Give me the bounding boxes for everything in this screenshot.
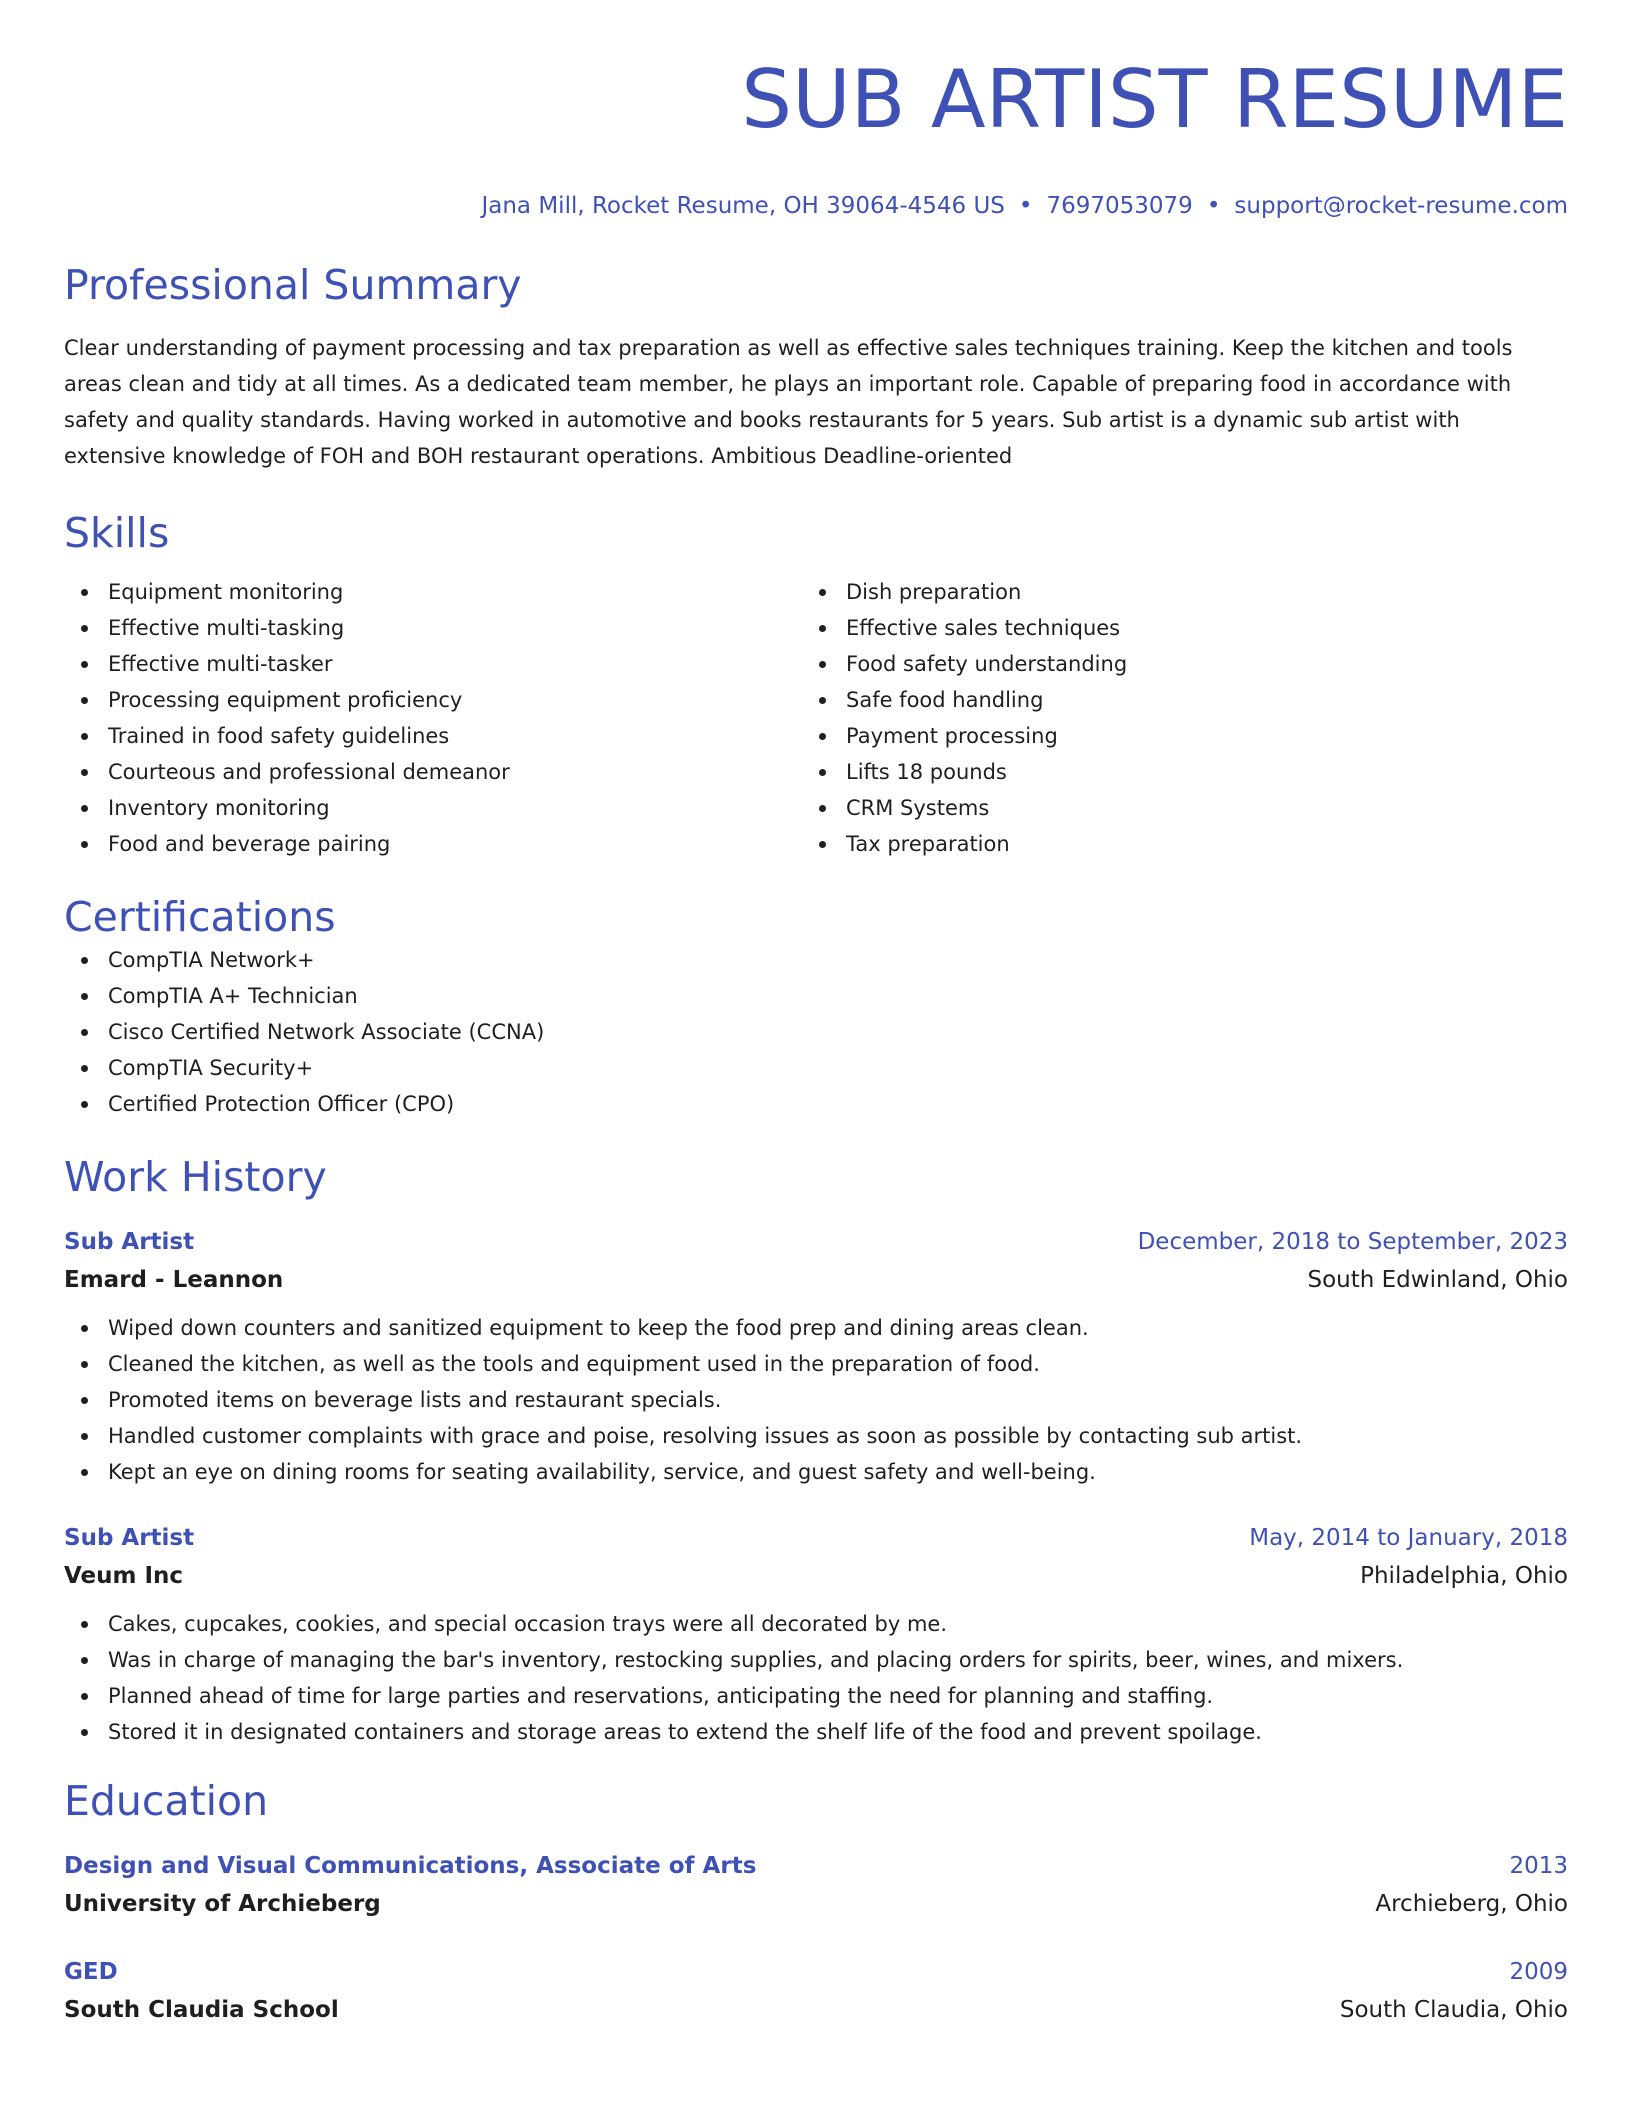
job-title-row	[64, 1224, 1568, 1260]
job-location: Philadelphia, Ohio	[1360, 1563, 1568, 1589]
contact-line	[64, 192, 1568, 220]
education-section	[64, 1776, 1568, 2030]
skills-columns	[64, 574, 1568, 862]
job-duties	[64, 1310, 1568, 1490]
duty-item: Stored it in designated containers and storage areas to extend the shelf life of the food and prevent spoilage.	[64, 1714, 1568, 1750]
job-dates: December, 2018 to September, 2023	[1137, 1229, 1568, 1255]
skill-item: Payment processing	[802, 718, 1540, 754]
job-company: Emard - Leannon	[64, 1267, 284, 1293]
job-duties	[64, 1606, 1568, 1750]
duty-item: Planned ahead of time for large parties and reservations, anticipating the need for planning and staffing.	[64, 1678, 1568, 1714]
job-role: Sub Artist	[64, 1525, 195, 1551]
certification-item: CompTIA Network+	[64, 942, 1568, 978]
skill-item: Dish preparation	[802, 574, 1540, 610]
skill-item: Trained in food safety guidelines	[64, 718, 802, 754]
degree-row	[64, 1848, 1568, 1884]
certifications-heading: Certifications	[64, 893, 336, 941]
certifications-section	[64, 892, 1568, 1122]
education-heading: Education	[64, 1777, 269, 1825]
contact-address: Jana Mill, Rocket Resume, OH 39064-4546 US	[481, 193, 1005, 219]
skills-section	[64, 508, 1568, 862]
certification-item: Certified Protection Officer (CPO)	[64, 1086, 1568, 1122]
summary-text: Clear understanding of payment processing and tax preparation as well as effective sales techniques training. Keep the kitchen and tools areas clean and tidy at all times. As a dedicated team member, he plays an important role. Capable of preparing food in accordance with safety and quality standards. Having worked in automotive and books restaurants for 5 years. Sub artist is a dynamic sub artist with extensive knowledge of FOH and BOH restaurant operations. Ambitious Deadline-oriented	[64, 336, 1513, 468]
skill-item: Processing equipment proficiency	[64, 682, 802, 718]
skill-item: Tax preparation	[802, 826, 1540, 862]
duty-item: Kept an eye on dining rooms for seating availability, service, and guest safety and well-being.	[64, 1454, 1568, 1490]
skill-item: Safe food handling	[802, 682, 1540, 718]
duty-item: Cakes, cupcakes, cookies, and special occasion trays were all decorated by me.	[64, 1606, 1568, 1642]
certification-item: CompTIA A+ Technician	[64, 978, 1568, 1014]
school-location: South Claudia, Ohio	[1339, 1997, 1568, 2023]
job-company-row	[64, 1556, 1568, 1596]
degree-year: 2009	[1509, 1959, 1568, 1985]
education-entry	[64, 1954, 1568, 2030]
school-location: Archieberg, Ohio	[1375, 1891, 1568, 1917]
degree-year: 2013	[1509, 1853, 1568, 1879]
skill-item: Courteous and professional demeanor	[64, 754, 802, 790]
skill-item: Lifts 18 pounds	[802, 754, 1540, 790]
job-company-row	[64, 1260, 1568, 1300]
duty-item: Was in charge of managing the bar's inventory, restocking supplies, and placing orders for spirits, beer, wines, and mixers.	[64, 1642, 1568, 1678]
job-company: Veum Inc	[64, 1563, 184, 1589]
education-entry	[64, 1848, 1568, 1924]
skill-item: Effective multi-tasking	[64, 610, 802, 646]
certification-item: Cisco Certified Network Associate (CCNA)	[64, 1014, 1568, 1050]
skill-item: Equipment monitoring	[64, 574, 802, 610]
certification-item: CompTIA Security+	[64, 1050, 1568, 1086]
school-row	[64, 1884, 1568, 1924]
contact-separator: •	[1018, 193, 1033, 219]
job-dates: May, 2014 to January, 2018	[1249, 1525, 1568, 1551]
skill-item: CRM Systems	[802, 790, 1540, 826]
duty-item: Wiped down counters and sanitized equipment to keep the food prep and dining areas clean.	[64, 1310, 1568, 1346]
contact-separator: •	[1206, 193, 1221, 219]
duty-item: Promoted items on beverage lists and restaurant specials.	[64, 1382, 1568, 1418]
duty-item: Handled customer complaints with grace and poise, resolving issues as soon as possible by contacting sub artist.	[64, 1418, 1568, 1454]
degree-name: GED	[64, 1959, 118, 1985]
job-title-row	[64, 1520, 1568, 1556]
skill-item: Food safety understanding	[802, 646, 1540, 682]
work-history-section	[64, 1152, 1568, 1750]
summary-heading: Professional Summary	[64, 261, 522, 309]
skills-list-right	[802, 574, 1540, 862]
contact-email[interactable]: support@rocket-resume.com	[1234, 193, 1568, 219]
degree-name: Design and Visual Communications, Associate of Arts	[64, 1853, 757, 1879]
job-entry	[64, 1520, 1568, 1750]
job-role: Sub Artist	[64, 1229, 195, 1255]
skills-heading: Skills	[64, 509, 170, 557]
resume-title: SUB ARTIST RESUME	[741, 53, 1568, 146]
work-history-heading: Work History	[64, 1153, 327, 1201]
contact-phone[interactable]: 7697053079	[1046, 193, 1193, 219]
resume-header	[64, 50, 1568, 220]
duty-item: Cleaned the kitchen, as well as the tools and equipment used in the preparation of food.	[64, 1346, 1568, 1382]
skill-item: Food and beverage pairing	[64, 826, 802, 862]
job-location: South Edwinland, Ohio	[1307, 1267, 1568, 1293]
skill-item: Effective multi-tasker	[64, 646, 802, 682]
school-name: South Claudia School	[64, 1997, 339, 2023]
degree-row	[64, 1954, 1568, 1990]
summary-section	[64, 260, 1568, 474]
school-name: University of Archieberg	[64, 1891, 381, 1917]
school-row	[64, 1990, 1568, 2030]
certifications-list	[64, 942, 1568, 1122]
skill-item: Inventory monitoring	[64, 790, 802, 826]
job-entry	[64, 1224, 1568, 1490]
skills-list-left	[64, 574, 802, 862]
skill-item: Effective sales techniques	[802, 610, 1540, 646]
